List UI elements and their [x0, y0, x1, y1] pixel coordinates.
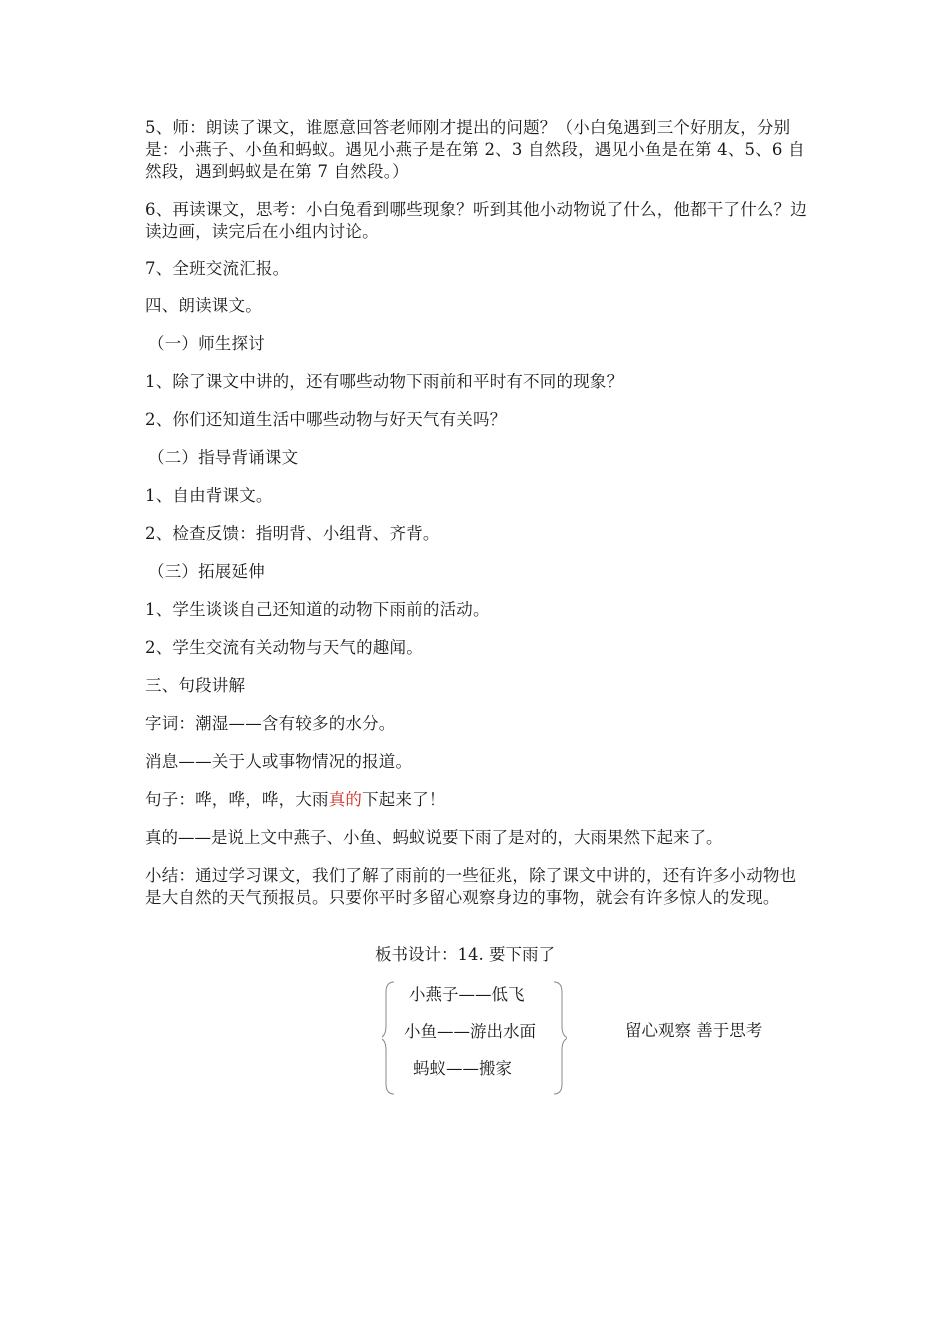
list-item-extension-2: 2、学生交流有关动物与天气的趣闻。 [145, 638, 423, 657]
list-item-recite-1: 1、自由背课文。 [145, 486, 273, 505]
vocab-xiaoxi: 消息——关于人或事物情况的报道。 [145, 752, 413, 771]
paragraph-step-6: 6、再读课文，思考：小白兔看到哪些现象？听到其他小动物说了什么，他都干了什么？边读边画，读完后在小组内讨论。 [145, 200, 807, 241]
board-design-summary: 留心观察 善于思考 [625, 1021, 763, 1040]
sentence-highlight: 真的 [328, 790, 363, 809]
vocab-chaoshi: 字词：潮湿——含有较多的水分。 [145, 714, 396, 733]
sentence-example [145, 789, 810, 811]
list-item-extension-1: 1、学生谈谈自己还知道的动物下雨前的活动。 [145, 600, 490, 619]
list-item-discussion-2: 2、你们还知道生活中哪些动物与好天气有关吗？ [145, 410, 507, 429]
board-design-title: 板书设计：14. 要下雨了 [375, 945, 555, 964]
sentence-after: 下起来了！ [362, 790, 446, 809]
board-line-fish: 小鱼——游出水面 [404, 1022, 536, 1041]
summary-paragraph: 小结：通过学习课文，我们了解了雨前的一些征兆，除了课文中讲的，还有许多小动物也是大自然的天气预报员。只要你平时多留心观察身边的事物，就会有许多惊人的发现。 [145, 866, 797, 907]
section-heading-sentences: 三、句段讲解 [145, 676, 246, 695]
board-line-swallow: 小燕子——低飞 [409, 985, 525, 1004]
subsection-heading-recite: （二）指导背诵课文 [148, 448, 299, 467]
board-design-brace-group [382, 980, 567, 1096]
paragraph-step-5: 5、师：朗读了课文，谁愿意回答老师刚才提出的问题？（小白兔遇到三个好朋友，分别是：小燕子、小鱼和蚂蚁。遇见小燕子是在第 2、3 自然段，遇见小鱼是在第 4、5、6 自然段，遇到蚂蚁是在第 7 自然段。） [145, 118, 805, 181]
section-heading-read-aloud: 四、朗读课文。 [145, 296, 262, 315]
right-brace [554, 982, 567, 1094]
subsection-heading-discussion: （一）师生探讨 [148, 334, 265, 353]
left-brace [382, 982, 394, 1094]
list-item-recite-2: 2、检查反馈：指明背、小组背、齐背。 [145, 524, 440, 543]
explanation-zhende: 真的——是说上文中燕子、小鱼、蚂蚁说要下雨了是对的，大雨果然下起来了。 [145, 828, 723, 847]
subsection-heading-extension: （三）拓展延伸 [148, 562, 265, 581]
sentence-before: 句子：哗，哗，哗，大雨 [145, 790, 329, 809]
board-line-ant: 蚂蚁——搬家 [413, 1059, 512, 1078]
paragraph-step-7: 7、全班交流汇报。 [145, 259, 290, 278]
list-item-discussion-1: 1、除了课文中讲的，还有哪些动物下雨前和平时有不同的现象？ [145, 372, 624, 391]
